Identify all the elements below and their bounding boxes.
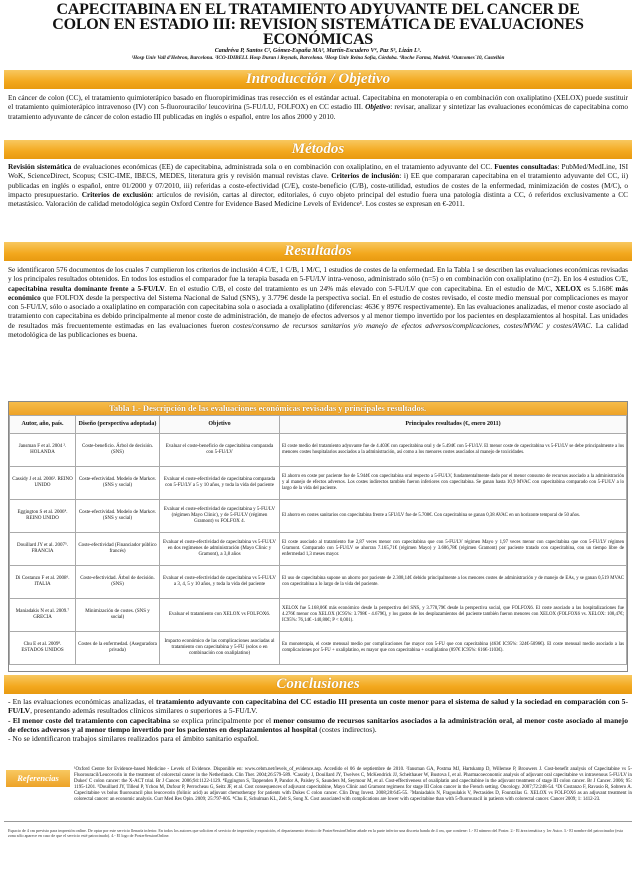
cell-result: El ahorro en coste por paciente fue de 5.944€ con capecitabina oral respecto a 5-FU/LV, fundamentalmente dado por el menor consumo de recursos asociado a la administración y al manejo de efectos adversos. Los costes indirectos también fueron inferiores con capecitabina. Se ganan hasta 10,9 MVAC con capecitabina comparado con 5-FU/LV a lo largo de la vida del paciente.: [280, 467, 627, 500]
cell-result: El ahorro en costes sanitarios con capecitabina frente a 5FU/LV fue de 5.708€. Con capecitabina se ganan 0,38 AVAC en un horizonte temporal de 50 años.: [280, 500, 627, 533]
results-text: Se identificaron 576 documentos de los cuales 7 cumplieron los criterios de inclusión 4 C/E, 1 C/B, 1 M/C, 1 estudios de costes de la enfermedad. En la Tabla 1 se describen las evaluaciones económicas revisadas y los principales resultados obtenidos. En todos los estudios el comparador fue la terapia basada en 5-FU/LV intra-venoso, administrado sólo (n=5) o en combinación con oxaliplatino (n=2). En los 4 estudios C/E, capecitabina resulta dominante frente a 5-FU/LV. En el estudio C/B, el coste del tratamiento es un 24% más elevado con 5-FU/LV que con capecitabina. En el estudio de M/C, XELOX es 5.168€ más económico que FOLFOX desde la perspectiva del Sistema Nacional de Salud (SNS), y 3.779€ desde la perspectiva social. En el estudio de costes revisado, el coste medio mensual por complicaciones es mayor con 5-FU/LV, sólo o asociado a oxaliplatino en comparación con capecitabina sola o asociada a oxaliplatino (diferencias: 463€ y 897€ respectivamente). En las evaluaciones analizadas, el menor coste asociado al tratamiento con capecitabina es debido principalmente al menor coste de administración, de manejo de efectos adversos y al menor tiempo invertido por los pacientes en desplazamientos al hospital. Las unidades de resultados más frecuentemente estimadas en las evaluaciones fueron costes/consumo de recursos sanitarios y/o manejo de efectos adversos/complicaciones, costes/MVAC y costes/AVAC. La calidad metodológica de las publicaciones es buena.: [8, 265, 628, 340]
col-header-design: Diseño (perspectiva adoptada): [76, 416, 160, 434]
methods-text: Revisión sistemática de evaluaciones económicas (EE) de capecitabina, administrada sola o en combinación con oxaliplatino, en el tratamiento adyuvante del CC. Fuentes consultadas: PubMed/MedLine, ISI WoK, ScienceDirect, Scopus; CSIC-IME, IBECS, MEDES, literatura gris y revisión manual revistas clave. Criterios de inclusión: i) EE que compararan capecitabina en el tratamiento adyuvante del CC, ii) publicadas en inglés o español, entre 01/2000 y 07/2010, iii) referidas a coste-efectividad (C/E), coste-beneficio (C/B), coste-utilidad, estudios de costes de la enfermedad, minimización de costes (M/C), o impacto presupuestario. Criterios de exclusión: artículos de revisión, cartas al director, editoriales, ó cuyo objeto principal del estudio fuera una patología distinta a CC, ó referidos exclusivamente a CC metastásico. Valoración de calidad metodológica según Oxford Centre for Evidence Based Medicine Levels of Evidence¹. Los costes se expresan en €-2011.: [8, 162, 629, 209]
references-text: ¹Oxford Centre for Evidence-based Medicine - Levels of Evidence. Disponible en: www.cebm.net/levels_of_evidence.asp. Accedido el 06 de septiembre de 2010. ²Jansman GA, Postma MJ, Hartskamp D, Willemse P, Brouwers J. Cost-benefit analysis of Capecitabine vs 5-Fluorouracil/Leucovorin in the treatment of colorectal cancer in the Netherlands. Clin Ther. 2004;26:579-589. ³Cassidy J, Douillard JY, Twelves C, McKendrick JJ, Scheithauer W, Bustova I, et al. Pharmacoeconomic analysis of adjuvant oral capecitabine vs intravenous 5-FU/LV in Dukes' C colon cancer: the X-ACT trial. Br J Cancer. 2006;94:1122-1129. ⁴Eggington S, Tappenden P, Pandor A, Paisley S, Saunders M, Seymour M, et al. Cost-effectiveness of oxaliplatin and capecitabine in the adjuvant treatment of stage III colon cancer. Br J Cancer. 2006; 95: 1195-1201. ⁵Douillard JY, Tilleul P, Ychou M, Dufour P, Perrocheau G, Seitz JF, et al. Cost consequences of adjuvant capecitabine, Mayo Clinic and Gramont regimens for stage III Colon cancer in the French setting. Oncology. 2007;72:248-54. ⁶Di Costanzo F, Ravasio R, Sobrero A. Capecitabine vs bolus fluorouracil plus leucovorin (folinic acid) as adjuvant chemotherapy for patients with Dukes C colon cancer. Clin Drug Invest. 2008;28:645-55. ⁷Maniadakis N, Fragoulakis V, Pectasides D, Fountzilas G. XELOX vs FOLFOX6 as an adjuvant treatment in colorectal cancer: an economic analysis. Curr Med Res Opin. 2009; 25:797-805. ⁸Chu E, Schulman KL, Zelt S, Song X. Cost associated with complications are lower with capecitabine than with 5-fluorouracil in patients with colorectal cancer. Cancer 2009; 1: 1412-23.: [74, 767, 632, 802]
section-title: Resultados: [284, 243, 352, 259]
cell-design: Coste-efectividad. Modelo de Markov. (SNS y social): [76, 500, 160, 533]
table-header-row: [10, 416, 627, 434]
cell-result: El uso de capecitabina supone un ahorro por paciente de 2.308,14€ debido principalmente a los menores costes de administración y de manejo de EAs, y se ganan 0,519 MVAC con capecitabina a lo largo de la vida del paciente.: [280, 566, 627, 599]
poster-title: [4, 2, 632, 47]
cell-design: Coste-efectividad. Árbol de decisión. (SNS): [76, 566, 160, 599]
cell-design: Coste-efectividad. Modelo de Markov. (SNS y social): [76, 467, 160, 500]
cell-design: Minimización de costes. (SNS y social): [76, 599, 160, 632]
table-row: [10, 533, 627, 566]
conclusion-item: - En las evaluaciones económicas analizadas, el tratamiento adyuvante con capecitabina del CC estadio III presenta un coste menor para el sistema de salud y la sociedad en comparación con 5-FU/LV, presentando además resultados clínicos similares o superiores a 5-FU/LV.: [8, 697, 629, 716]
section-header-intro: [4, 70, 632, 89]
section-header-conclusions: [4, 675, 632, 694]
intro-text: En cáncer de colon (CC), el tratamiento quimioterápico basado en fluoropirimidinas tras resección es el estándar actual. Capecitabina en monoterapia o en combinación con oxaliplatino (XELOX) puede sustituir el tratamiento quimioterápico intravenoso (IV) con 5-fluorouracilo/ leucovirina (5-FU/LU, FOLFOX) en CC estadio III. Objetivo: revisar, analizar y sintetizar las evaluaciones económicas de capecitabina como tratamiento adyuvante de cáncer de colon estadio III publicadas en inglés o español, entre los años 2000 y 2010.: [8, 93, 629, 121]
cell-objective: Evaluar el tratamiento con XELOX vs FOLFOX6.: [160, 599, 280, 632]
results-table: [8, 401, 628, 672]
table-row: [10, 632, 627, 665]
conclusions-text: [8, 697, 628, 743]
poster-header: [4, 2, 632, 68]
section-header-results: [4, 242, 632, 261]
footnote: Espacio de 4 cm previsto para impresión online. De optar por este servicio llenaría inferior. En todos los autores que soliciten el servicio de impresión y exposición, el departamento técnico de PosterSessionOnline añade en la parte inferior una discreta banda de 4 cm, que contiene: 1.- El número del Poster. 2.- El área temática y 1er Autor. 3.- El nombre del patrocinador (esta zona sólo aparece en caso de que el servicio esté patrocinado). 4.- El logo de PosterSessionOnline.: [8, 828, 623, 838]
col-header-results: Principales resultados (€, enero 2011): [280, 416, 627, 434]
section-title: Introducción / Objetivo: [245, 71, 391, 87]
references-label: Referencias: [6, 770, 70, 787]
cell-objective: Evaluar el coste-efectividad de capecitabina vs 5-FU/LV a 3, 4, 5 y 10 años, y toda la vida del paciente: [160, 566, 280, 599]
cell-author: Maniadakis N et al. 2009.⁷ GRECIA: [10, 599, 76, 632]
authors: Candréva P, Santos C², Gómez-España MA³, Martín-Escudero V⁴, Paz S⁵, Lizán L⁵.: [214, 48, 422, 54]
cell-objective: Evaluar el coste-beneficio de capecitabina comparada con 5-FU/LV: [160, 434, 280, 467]
table-row: [10, 566, 627, 599]
table-row: [10, 500, 627, 533]
table-title: Tabla 1.- Descripción de las evaluaciones económicas revisadas y principales resultados.: [9, 402, 627, 415]
cell-result: En monoterapia, el coste mensual medio por complicaciones fue mayor con 5-FU que con capecitabina (463€ IC95%: 324€-5096€). El coste mensual medio asociado a las complicaciones por 5-FU + oxaliplatino, es mayor que con capecitabina + oxaliplatino (897€ IC95%: 616€-1103€).: [280, 632, 627, 665]
poster: [4, 2, 632, 844]
cell-author: Jansman F et al. 2004 ². HOLANDA: [10, 434, 76, 467]
cell-author: Eggington S et al. 2006⁴. REINO UNIDO: [10, 500, 76, 533]
cell-result: El coste asociado al tratamiento fue 2,87 veces menor con capecitabina que con 5-FU/LV régimen Mayo y 1,97 veces menor con capecitabina que con 5-FU/LV régimen Gramont. Comparado con 5-FU/LV se ahorran 7.165,71€ (régimen Mayo) y 3.686,78€ (régimen Gramont) por paciente tratado con capecitabina, con un tiempo libre de enfermedad 1,3 meses mayor.: [280, 533, 627, 566]
title-line-3: ECONÓMICAS: [262, 31, 373, 48]
table-row: [10, 599, 627, 632]
cell-design: Coste-beneficio. Árbol de decisión. (SNS): [76, 434, 160, 467]
affiliations: ¹Hosp Univ Vall d'Hebron, Barcelona. ²ICO-IDIBELL Hosp Duran i Reynals, Barcelona. ³Hosp Univ Reina Sofía, Córdoba. ⁴Roche Farma, Madrid. ⁵Outcomes´10, Castellón: [131, 55, 505, 61]
section-title: Conclusiones: [276, 676, 360, 692]
cell-objective: Evaluar el coste-efectividad de capecitabina comparada con 5-FU/LV a 5 y 10 años, y toda la vida del paciente: [160, 467, 280, 500]
cell-author: Cassidy J et al. 2006³. REINO UNIDO: [10, 467, 76, 500]
cell-design: Costes de la enfermedad. (Aseguradora privada): [76, 632, 160, 665]
cell-objective: Evaluar el coste-efectividad de capecitabina y 5-FU/LV (régimen Mayo Clinic), y de 5-FU/LV (régimen Gramont) vs FOLFOX 4.: [160, 500, 280, 533]
title-line-1: CAPECITABINA EN EL TRATAMIENTO ADYUVANTE DEL CANCER DE: [56, 1, 580, 18]
cell-objective: Impacto económico de las complicaciones asociadas al tratamiento con capecitabina y 5-FU (solos o en combinación con oxaliplatino): [160, 632, 280, 665]
table-row: [10, 434, 627, 467]
col-header-objective: Objetivo: [160, 416, 280, 434]
col-header-author: Autor, año, país.: [10, 416, 76, 434]
cell-objective: Evaluar el coste-efectividad de capecitabina vs 5-FU/LV en dos regímenes de administración (Mayo Clinic y Gramont), a 3,8 años: [160, 533, 280, 566]
cell-author: Chu E et al. 2009⁸. ESTADOS UNIDOS: [10, 632, 76, 665]
cell-result: XELOX fue 5.168,06€ más económico desde la perspectiva del SNS, y 3.778,79€ desde la perspectiva social, que FOLFOX6. El coste asociado a las hospitalizaciones fue 4.276€ menor con XELOX (IC95%: 3.798€ - 4.679€), y los gastos de los desplazamientos del paciente también fueron menores con XELOX (FOLFOX6 vs. XELOX: 108,47€; IC95%: 76,14€ -140,80€; P < 0,001).: [280, 599, 627, 632]
conclusion-item: - No se identificaron trabajos similares realizados para el ámbito sanitario español.: [8, 734, 259, 744]
footer-divider: [4, 821, 632, 822]
cell-result: El coste medio del tratamiento adyuvante fue de 4.403€ con capecitabina oral y de 5.494€ con 5-FU/LV. El menor coste de capecitabina vs 5-FU/LV se debe principalmente a los menores costes hospitalarios asociados a la administración, así como a los menores costes asociados al manejo de toxicidades.: [280, 434, 627, 467]
title-line-2: COLON EN ESTADIO III: REVISION SISTEMÁTICA DE EVALUACIONES: [52, 16, 584, 33]
cell-design: Coste-efectividad (Financiador público francés): [76, 533, 160, 566]
conclusion-item: - El menor coste del tratamiento con capecitabina se explica principalmente por el menor consumo de recursos sanitarios asociados a la administración oral, al menor coste asociado al manejo de efectos adversos y al menor tiempo invertido por los pacientes en desplazamientos al hospital (costes indirectos).: [8, 715, 628, 734]
cell-author: Di Costanzo F et al. 2008⁶. ITALIA: [10, 566, 76, 599]
cell-author: Douillard JY et al. 2007⁵. FRANCIA: [10, 533, 76, 566]
section-header-methods: [4, 140, 632, 159]
table-row: [10, 467, 627, 500]
evaluations-table: [9, 415, 627, 665]
section-title: Métodos: [291, 141, 345, 157]
